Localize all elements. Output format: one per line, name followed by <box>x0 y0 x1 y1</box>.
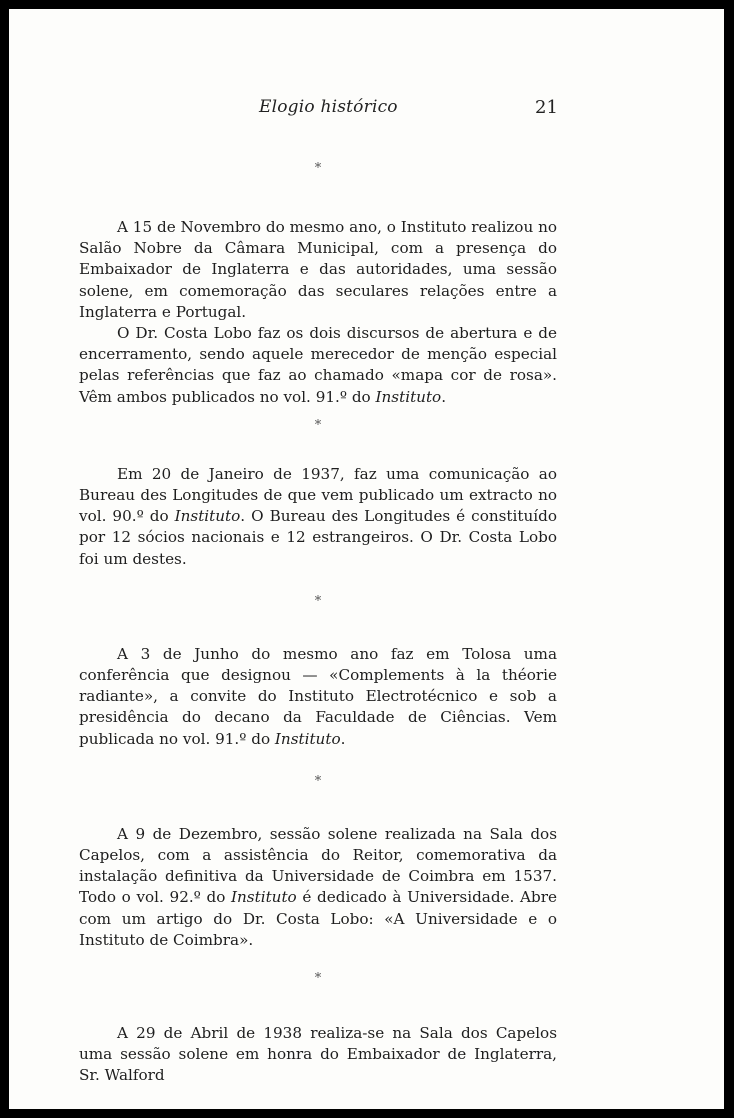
paragraph: A 9 de Dezembro, sessão solene realizada na Sala dos Capelos, com a assistência do Reitor, comemorativa da instalação definitiva da Universidade de Coimbra em 1537. Todo o vol. 92.º do Instituto é dedicado à Universidade. Abre com um artigo do Dr. Costa Lobo: «A Universidade e o Instituto de Coimbra». <box>79 824 557 949</box>
section-separator: * <box>314 417 322 433</box>
section-separator: * <box>314 593 322 609</box>
page-header <box>9 97 724 127</box>
page-number: 21 <box>535 97 558 118</box>
paragraph: Em 20 de Janeiro de 1937, faz uma comunicação ao Bureau des Longitudes de que vem publicado um extracto no vol. 90.º do Instituto. O Bureau des Longitudes é constituído por 12 sócios nacionais e 12 estrangeiros. O Dr. Costa Lobo foi um destes. <box>79 464 557 568</box>
page-body <box>79 159 557 1087</box>
running-title: Elogio histórico <box>259 97 398 117</box>
paragraph: A 29 de Abril de 1938 realiza-se na Sala dos Capelos uma sessão solene em honra do Embaixador de Inglaterra, Sr. Walford <box>79 1024 557 1085</box>
paragraph: A 3 de Junho do mesmo ano faz em Tolosa uma conferência que designou — «Complements à la théorie radiante», a convite do Instituto Electrotécnico e sob a presidência do decano da Faculdade de Ciências. Vem publicada no vol. 91.º do Instituto. <box>79 644 557 748</box>
section-separator: * <box>314 971 322 987</box>
book-page <box>9 9 724 1109</box>
paragraph: A 15 de Novembro do mesmo ano, o Instituto realizou no Salão Nobre da Câmara Municipal, com a presença do Embaixador de Inglaterra e das autoridades, uma sessão solene, em comemoração das seculares relações entre a Inglaterra e Portugal. <box>79 218 557 321</box>
section-separator: * <box>314 161 322 176</box>
section-separator: * <box>314 773 322 789</box>
paragraph: O Dr. Costa Lobo faz os dois discursos de abertura e de encerramento, sendo aquele merecedor de menção especial pelas referências que faz ao chamado «mapa cor de rosa». Vêm ambos publicados no vol. 91.º do Instituto. <box>79 324 557 406</box>
